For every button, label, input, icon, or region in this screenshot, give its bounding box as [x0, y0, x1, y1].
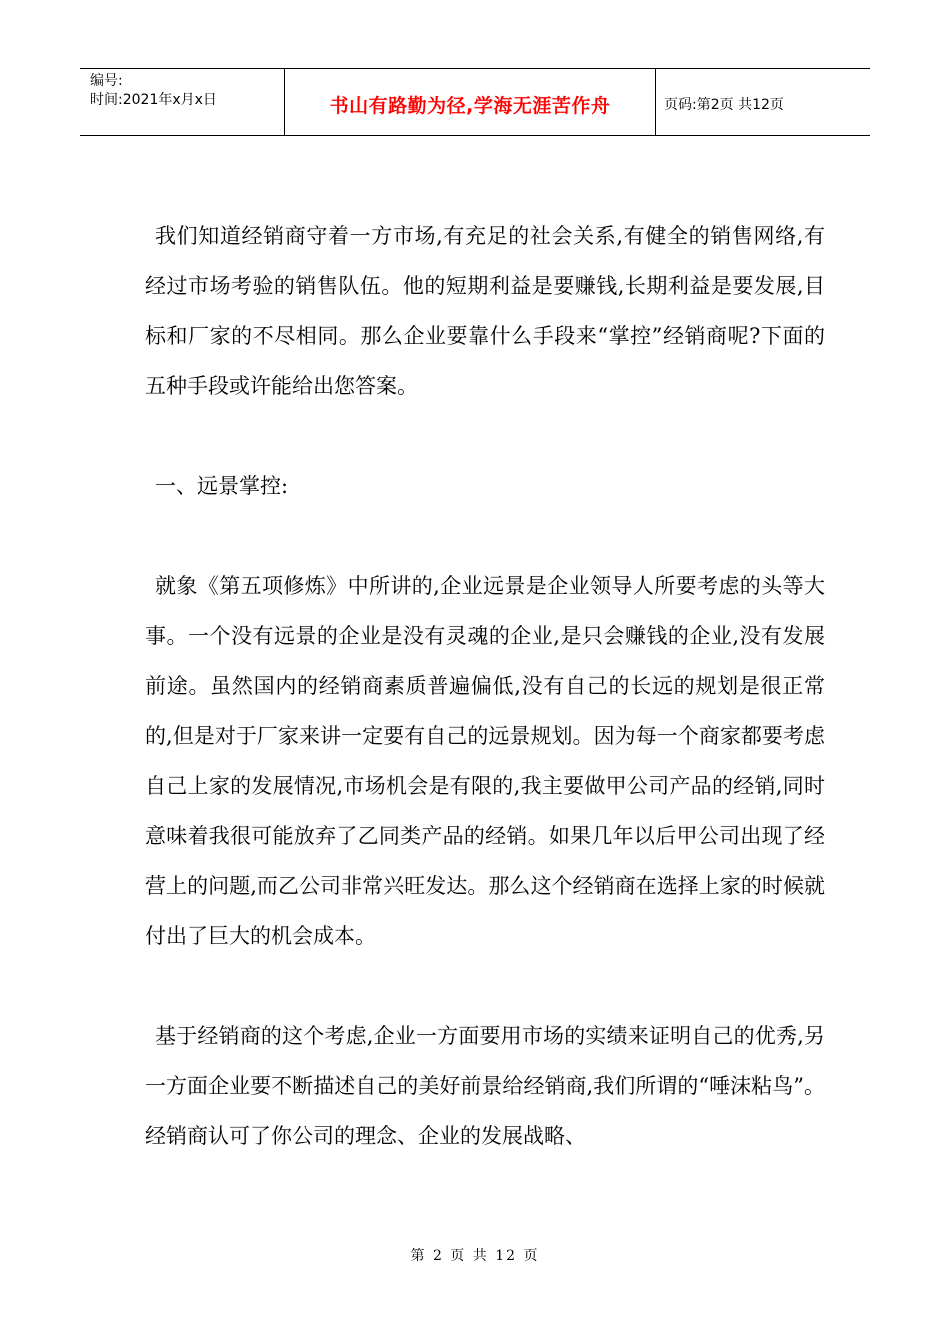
paragraph-dealer: 基于经销商的这个考虑,企业一方面要用市场的实绩来证明自己的优秀,另一方面企业要不断描述自己的美好前景给经销商,我们所谓的“唾沫粘鸟”。经销商认可了你公司的理念、企业的发展战略、 — [145, 1024, 825, 1148]
page-footer: 第 2 页 共 12 页 — [410, 1248, 540, 1264]
page-info: 页码:第2页 共12页 — [664, 97, 784, 113]
motto-text: 书山有路勤为径,学海无涯苦作舟 — [329, 94, 611, 117]
paragraph-intro: 我们知道经销商守着一方市场,有充足的社会关系,有健全的销售网络,有经过市场考验的销售队伍。他的短期利益是要赚钱,长期利益是要发展,目标和厂家的不尽相同。那么企业要靠什么手段来“掌控”经销商呢?下面的五种手段或许能给出您答案。 — [145, 224, 825, 398]
paragraph-gap — [145, 411, 825, 461]
paragraph-gap — [145, 961, 825, 1011]
header-motto-cell — [284, 69, 656, 135]
time-label: 时间:2021年x月x日 — [90, 92, 217, 108]
paragraph-gap — [145, 511, 825, 561]
header-meta — [80, 69, 284, 135]
number-label: 编号: — [90, 73, 123, 89]
paragraph-vision: 就象《第五项修炼》中所讲的,企业远景是企业领导人所要考虑的头等大事。一个没有远景的企业是没有灵魂的企业,是只会赚钱的企业,没有发展前途。虽然国内的经销商素质普遍偏低,没有自己的长远的规划是很正常的,但是对于厂家来讲一定要有自己的远景规划。因为每一个商家都要考虑自己上家的发展情况,市场机会是有限的,我主要做甲公司产品的经销,同时意味着我很可能放弃了乙同类产品的经销。如果几年以后甲公司出现了经营上的问题,而乙公司非常兴旺发达。那么这个经销商在选择上家的时候就付出了巨大的机会成本。 — [145, 574, 825, 948]
header-page-cell — [656, 69, 870, 135]
document-header — [80, 68, 870, 136]
document-body — [145, 211, 825, 1161]
section-heading: 一、远景掌控: — [155, 474, 289, 498]
